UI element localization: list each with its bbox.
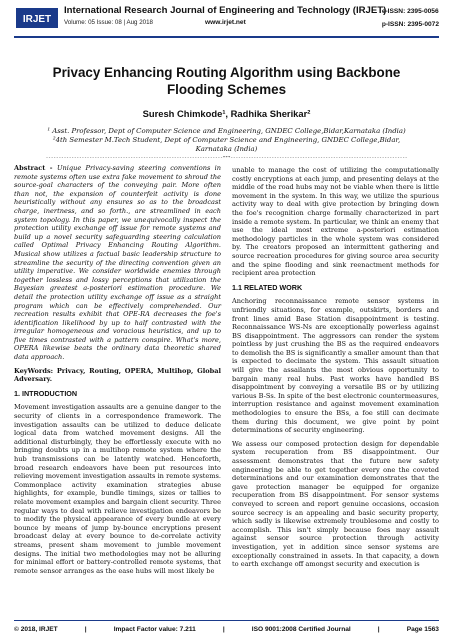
abstract — [14, 164, 221, 362]
issn-block — [382, 5, 439, 31]
eissn: e-ISSN: 2395-0056 — [381, 8, 439, 15]
journal-website[interactable]: www.irjet.net — [205, 19, 246, 26]
footer-rule — [14, 620, 439, 621]
introduction-text: Movement investigation assaults are a genuine danger to the security of clients in a correspondence framework. The investigation assaults can be utilized to deduce delicate logical data from watched movement designs. All the additional disturbingly, they be effortlessly execute with no bringing doubts up in a multihop remote system where the hub transmissions can be latently watched. Henceforth, broad research endeavors have been put resources into relieving movement investigation assaults in remote systems. Commonplace activity examination strategies abuse highlights, for example, bundle timings, sizes or tallies to relate movement examples and bargain client security. Three regular ways to deal with relieve investigation endeavors be to modify the physical appearance of every bundle at every bounce by means of jump by-bounce encryptions present broadcast delay at every bounce to de-correlate activity streams, present sham movement to jumble movement designs. The initial two methodologies may not be alluring for minimal effort or battery-controlled remote systems, that remote sensor arranges as the ease hubs will most likely be — [14, 403, 221, 575]
footer-page-number: Page 1563 — [406, 626, 439, 633]
pissn: p-ISSN: 2395-0072 — [381, 21, 439, 28]
right-column — [232, 166, 439, 574]
abstract-label: Abstract - — [14, 164, 57, 172]
footer-impact-factor: Impact Factor value: 7.211 — [113, 626, 196, 633]
intro-continued-text: unable to manage the cost of utilizing the computationally costly encryptions at each jump, and presenting delays at the middle of the road hubs may not be viable when there is little movement in the system. In this way, we utilize the spurious activity way to deal with give protection by bringing down the foe's recognition charge formally characterized in part inside a remote system. In particular, we think an enemy that use the ideal most extreme a-posteriori estimation methodology particles in the whole system was considered by. The creators proposed an intermittent gathering and source recreation procedures for giving source area security and the spine flooding and sink reenactment methods for recipient area protection — [232, 166, 439, 278]
left-column — [14, 164, 221, 580]
affiliation-2: ²4th Semester M.Tech Student, Dept of Computer Science and Engineering, GNDEC College,Bidar, — [52, 136, 401, 145]
footer-copyright: © 2018, IRJET — [14, 626, 58, 633]
assessment-text: We assess our composed protection design for dependable system recuperation from BS disappointment. Our assessment demonstrates that the future new safety engineering be able to get together every one the coveted determinations and our examination demonstrates that the gave protection manager be equipped for organize recuperation from BS disappointment. For sensor systems conveyed to screen and report genuine occasions, occasion source secrecy is an appealing and basic security property, which sadly is likewise extremely troublesome and costly to accomplish. This isn't simply because foes may assault against sensor source protection through activity investigation, yet in addition since sensor systems are exceptionally constrained in assets. In that capacity, a down to earth exchange off amongst security and execution is — [232, 439, 439, 569]
header-rule — [14, 36, 439, 38]
related-work-text: Anchoring reconnaissance remote sensor systems in unfriendly situations, for example, outskirts, borders and front lines amid Base Station disappointment is testing. Reconnaissance WS-Ns are exceptionally powerless against BS disappointment. The aggressors can render the system pointless by just crushing the BS as the required endeavors to demolish the BS is significantly a smaller amount than that is expected to decimate the system. This assault situation will give the assailants the most obvious opportunity to bargain many real hubs. Past works have handled BS disappointment by conveying a versatile BS or by utilizing various B-Ss. In spite of the best electronic countermeasures, interruption resistance and against movement examination methodologies to ensure the BSs, a foe still can decimate them during this document, we give point by point determinations of security engineering. — [232, 297, 439, 435]
irjet-logo — [16, 6, 58, 30]
journal-name: International Research Journal of Engineering and Technology (IRJET) — [64, 5, 387, 16]
affiliation-1: ¹ Asst. Professor, Dept of Computer Science and Engineering, GNDEC College,Bidar,Karnataka (India) — [47, 127, 406, 135]
keywords — [14, 367, 221, 384]
page-footer — [14, 626, 439, 633]
footer-iso: ISO 9001:2008 Certified Journal — [251, 626, 351, 633]
section-divider: ---------------------------------------------------------------------***--------------------------------------------------------------------- — [45, 156, 408, 161]
svg-text:IRJET: IRJET — [22, 14, 52, 25]
affiliation-3: Karnataka (India) — [195, 145, 258, 154]
footer-sep-1: | — [84, 626, 87, 633]
related-work-heading: 1.1 RELATED WORK — [232, 282, 303, 292]
volume-issue: Volume: 05 Issue: 08 | Aug 2018 — [64, 19, 153, 26]
paper-title: Privacy Enhancing Routing Algorithm using Backbone Flooding Schemes — [52, 65, 401, 97]
abstract-text: Unique Privacy-saving steering conventions in remote systems often use extra fake movement to shroud the source-goal characters of the conveying pair. More often than not, the expansion of counterfeit activity is done heuristically without any ensures so as to the broadcast charge, inertness, and so forth., are streamlined in each system topology. In this paper, we unequivocally inspect the protection utility exchange off issue for remote systems and build up a novel security safeguarding steering calculation called Optimal Privacy Enhancing Routing Algorithm. Musical show utilizes a factual basic leadership structure to streamline the security of the directing convention given an utility imperative. We consider worldwide enemies through together lossless and lossy perceptions that utilization the Bayesian greatest a-posteriori estimation procedure. We detail the protection utility exchange off issue as a straight program which can be effectively comprehended. Our recreation results exhibit that OPE-RA decreases the foe's identification likelihood by up to half contrasted with the irregular homogeneous and voracious heuristics, and up to five times contrasted with a pattern conspire. What's more, OPERA likewise beats the ordinary data theoretic shared data approach. — [14, 164, 221, 362]
keywords-text: Privacy, Routing, OPERA, Multihop, Global Adversary. — [14, 366, 221, 384]
affiliations — [30, 127, 423, 155]
footer-sep-2: | — [222, 626, 225, 633]
paper-authors: Suresh Chimkode¹, Radhika Sherikar² — [142, 108, 311, 119]
footer-sep-3: | — [377, 626, 380, 633]
journal-header — [0, 0, 453, 38]
keywords-label: KeyWords: — [14, 366, 57, 375]
introduction-heading: 1. INTRODUCTION — [14, 388, 78, 398]
